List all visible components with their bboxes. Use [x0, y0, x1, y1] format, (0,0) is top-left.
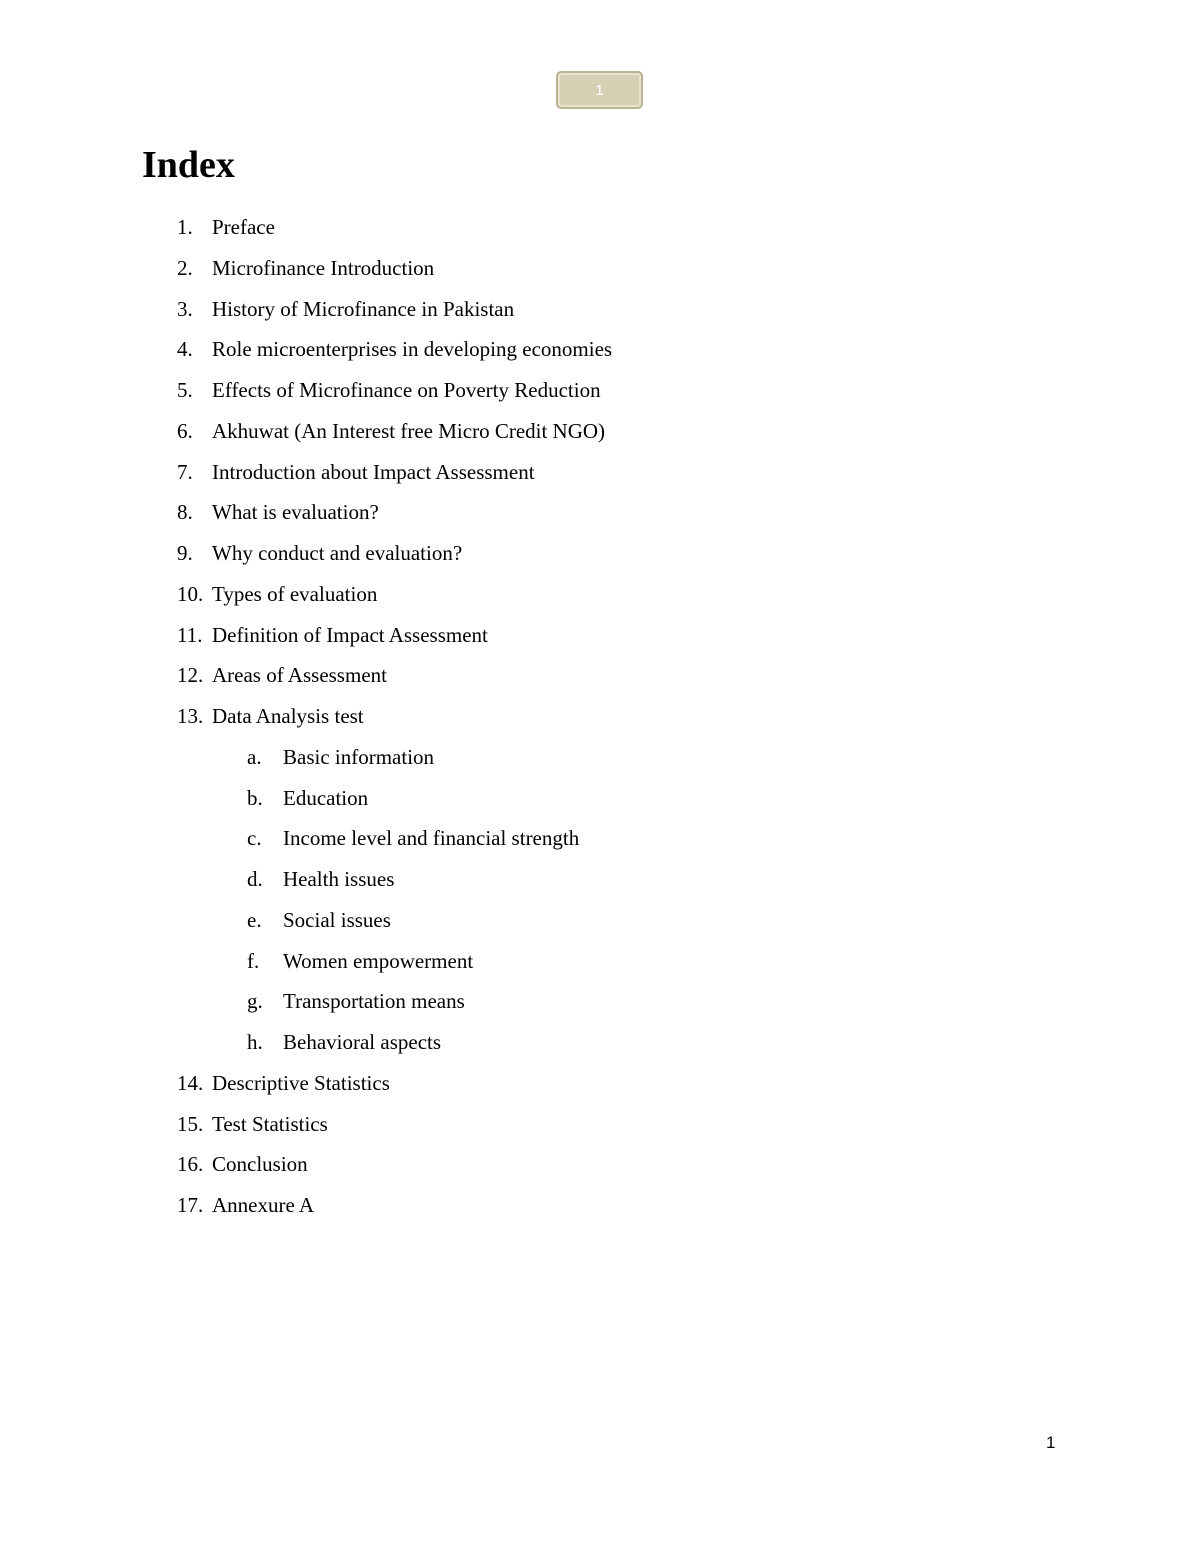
index-subitem-letter: d.	[247, 867, 263, 891]
index-item-number: 5.	[177, 378, 193, 402]
index-item-number: 1.	[177, 215, 193, 239]
index-subitem-letter: g.	[247, 989, 263, 1014]
index-subitem-letter: e.	[247, 907, 262, 932]
index-item-number: 16.	[177, 1152, 204, 1177]
index-item-text: Definition of Impact Assessment	[212, 622, 488, 647]
index-subitem-text: Social issues	[283, 907, 391, 932]
index-subitem-text: Transportation means	[283, 989, 465, 1014]
index-item-text: Role microenterprises in developing economies	[212, 337, 613, 362]
index-item-text: Microfinance Introduction	[212, 255, 435, 280]
index-subitem-text: Basic information	[283, 744, 435, 769]
index-item-number: 6.	[177, 418, 193, 443]
index-item-text: Preface	[212, 215, 275, 239]
index-item-number: 13.	[177, 704, 204, 728]
index-item-number: 10.	[177, 581, 204, 606]
index-item-text: Effects of Microfinance on Poverty Reduction	[212, 378, 601, 402]
index-item-number: 2.	[177, 255, 193, 280]
index-item-number: 4.	[177, 337, 193, 362]
index-item-number: 14.	[177, 1070, 204, 1095]
index-item-text: Descriptive Statistics	[212, 1070, 390, 1095]
index-item-text: Data Analysis test	[212, 704, 364, 728]
index-subitem-letter: a.	[247, 744, 262, 769]
index-subitem-text: Women empowerment	[283, 948, 474, 973]
index-item-number: 11.	[177, 622, 203, 647]
index-item-number: 9.	[177, 541, 193, 565]
index-item-text: History of Microfinance in Pakistan	[212, 296, 515, 321]
index-item-text: Conclusion	[212, 1152, 308, 1177]
index-item-text: What is evaluation?	[212, 500, 379, 525]
index-item-text: Types of evaluation	[212, 581, 378, 606]
index-item-number: 7.	[177, 459, 193, 484]
index-subitem-text: Health issues	[283, 867, 395, 891]
index-item-text: Introduction about Impact Assessment	[212, 459, 535, 484]
index-item-number: 12.	[177, 663, 204, 688]
index-subitem-letter: h.	[247, 1030, 263, 1054]
index-subitem-letter: f.	[247, 948, 260, 973]
index-item-number: 3.	[177, 296, 193, 321]
header-page-number-badge: 1	[556, 71, 643, 109]
index-subitem-letter: b.	[247, 785, 263, 810]
index-item-text: Annexure A	[212, 1193, 315, 1217]
footer-page-number: 1	[1046, 1433, 1056, 1452]
index-item-text: Test Statistics	[212, 1111, 328, 1136]
index-subitem-letter: c.	[247, 826, 262, 851]
index-item-text: Akhuwat (An Interest free Micro Credit NGO)	[212, 418, 606, 443]
index-item-text: Why conduct and evaluation?	[212, 541, 463, 565]
index-subitem-text: Income level and financial strength	[283, 826, 580, 851]
index-item-number: 8.	[177, 500, 193, 525]
index-item-number: 15.	[177, 1111, 204, 1136]
index-item-number: 17.	[177, 1193, 204, 1217]
index-item-text: Areas of Assessment	[212, 663, 387, 688]
page-title: Index	[142, 144, 235, 186]
index-subitem-text: Education	[283, 785, 369, 810]
index-subitem-text: Behavioral aspects	[283, 1030, 442, 1054]
